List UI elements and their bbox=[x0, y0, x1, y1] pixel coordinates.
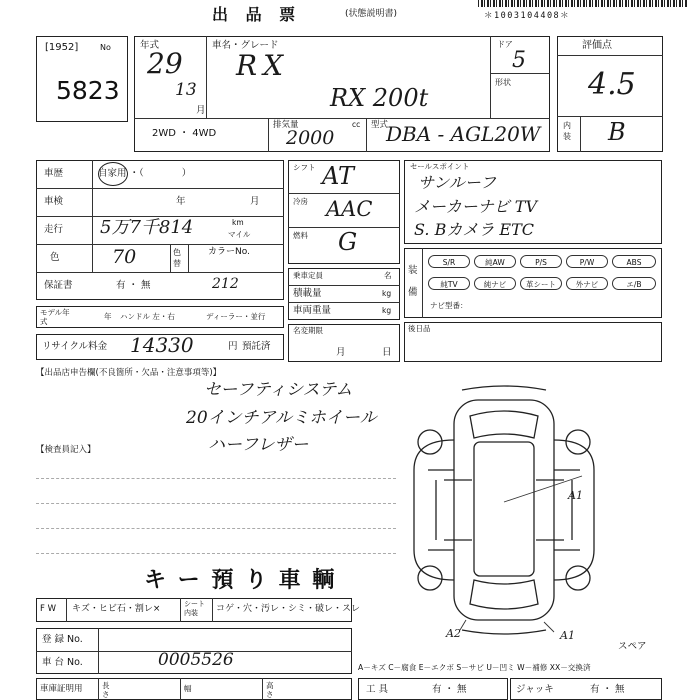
equip-tv: 純TV bbox=[428, 277, 470, 290]
shape-label: 形状 bbox=[495, 78, 511, 87]
month-label: 月 bbox=[196, 105, 206, 116]
equipment-label: 装 備 bbox=[408, 265, 418, 298]
name-change-month: 月 bbox=[336, 347, 346, 358]
km-label: km bbox=[232, 218, 244, 227]
color-no-value: 212 bbox=[212, 276, 239, 292]
equip-pw: P/W bbox=[566, 255, 608, 268]
car-name-value: RX bbox=[236, 49, 290, 82]
spare-label: スペア bbox=[618, 641, 647, 652]
seats-label: 乗車定員 bbox=[293, 271, 323, 280]
barcode bbox=[478, 0, 688, 7]
color-value: 70 bbox=[112, 246, 137, 268]
weight-unit: kg bbox=[382, 306, 392, 315]
garage-cert-height: 高さ bbox=[266, 681, 274, 699]
recycle-deposit: 預託済 bbox=[242, 341, 271, 352]
equip-airbag: エ/B bbox=[612, 277, 656, 290]
sales-points-label: セールスポイント bbox=[410, 162, 470, 171]
equip-ps: P/S bbox=[520, 255, 562, 268]
recycle-value: 14330 bbox=[130, 333, 194, 357]
tools-label: 工 具 bbox=[366, 684, 389, 695]
recycle-unit: 円 bbox=[228, 341, 238, 352]
seat-label: シート内装 bbox=[184, 600, 205, 617]
seller-note-2: 20インチアルミホイール bbox=[186, 408, 377, 428]
inspection-month: 月 bbox=[250, 196, 260, 207]
inspection-label: 車検 bbox=[44, 196, 64, 207]
damage-legend: A－キズ C－腐食 E－エクボ S－サビ U－凹ミ W－補修 XX－交換済 bbox=[358, 663, 591, 672]
shift-label: シフト bbox=[293, 163, 316, 172]
color-change-label: 色替 bbox=[173, 248, 181, 268]
navi-model-label: ナビ型番： bbox=[430, 301, 468, 310]
model-year-label: モデル年式 bbox=[40, 308, 70, 326]
equip-navi: 純ナビ bbox=[474, 277, 516, 290]
color-no-label: カラーNo. bbox=[208, 247, 250, 257]
door-label: ドア bbox=[497, 40, 513, 49]
garage-cert-box bbox=[36, 678, 352, 700]
equip-ext-navi: 外ナビ bbox=[566, 277, 608, 290]
dealer-options: ディーラー・並行 bbox=[206, 312, 266, 321]
equip-sr: S/R bbox=[428, 255, 470, 268]
color-label: 色 bbox=[50, 252, 60, 263]
car-name-label: 車名・グレード bbox=[212, 40, 279, 51]
recycle-label: リサイクル料金 bbox=[42, 341, 108, 352]
jack-value: 有 ・ 無 bbox=[590, 684, 625, 695]
seat-options: コゲ・穴・汚レ・シミ・破レ・スレ bbox=[216, 604, 361, 614]
damage-mark-a1: A1 bbox=[568, 489, 583, 502]
score-value: 4.5 bbox=[588, 67, 636, 102]
damage-mark-a1-rear: A1 bbox=[560, 629, 575, 642]
garage-cert-length: 長さ bbox=[102, 681, 110, 699]
key-notice: キ ー 預 り 車 輌 bbox=[144, 568, 337, 593]
displacement-label: 排気量 bbox=[273, 120, 299, 130]
chassis-label: 車 台 No. bbox=[42, 657, 83, 668]
model-year-unit: 年 bbox=[104, 312, 112, 321]
equip-leather: 革シート bbox=[520, 277, 562, 290]
interior-value: B bbox=[608, 118, 626, 146]
equip-abs: ABS bbox=[612, 255, 656, 268]
lot-year-tag: [1952] bbox=[45, 42, 79, 53]
history-label: 車歴 bbox=[44, 168, 64, 179]
month-value: 13 bbox=[175, 80, 197, 100]
form-title: 出 品 票 bbox=[212, 5, 302, 24]
barcode-number: ＊1003104408＊ bbox=[484, 11, 571, 21]
model-value: DBA - AGL20W bbox=[386, 122, 541, 146]
seller-note-3: ハーフレザー bbox=[208, 435, 309, 455]
tools-value: 有 ・ 無 bbox=[432, 684, 467, 695]
sales-point-1: サンルーフ bbox=[418, 173, 497, 192]
sales-point-2: メーカーナビ TV bbox=[414, 197, 537, 216]
history-value: 自家用 ・（ ） bbox=[98, 168, 192, 179]
fuel-value: G bbox=[338, 228, 358, 256]
damage-mark-a2: A2 bbox=[446, 627, 461, 640]
reg-label: 登 録 No. bbox=[42, 634, 83, 645]
aircon-label: 冷房 bbox=[293, 197, 308, 206]
after-items-label: 後日品 bbox=[408, 324, 431, 333]
seats-unit: 名 bbox=[384, 271, 392, 280]
name-change-day: 日 bbox=[382, 347, 392, 358]
fw-label: F W bbox=[40, 604, 56, 614]
equip-alloy-wheel: 純AW bbox=[474, 255, 516, 268]
inspector-label: 【検査員記入】 bbox=[36, 445, 96, 455]
fw-options: キズ・ヒビ石・割レ× bbox=[72, 604, 161, 614]
after-items-box bbox=[404, 322, 662, 362]
lot-number: 5823 bbox=[56, 76, 120, 105]
displacement-value: 2000 bbox=[286, 127, 335, 149]
history-circle-mark bbox=[98, 162, 128, 186]
inspection-year: 年 bbox=[176, 196, 186, 207]
mile-label: マイル bbox=[228, 230, 251, 239]
garage-cert-label: 車庫証明用 bbox=[40, 684, 83, 694]
weight-label: 車両重量 bbox=[293, 305, 332, 316]
sales-point-3: S. Bカメラ ETC bbox=[414, 220, 535, 239]
chassis-value: 0005526 bbox=[158, 650, 234, 670]
car-damage-diagram bbox=[404, 380, 604, 640]
fuel-label: 燃料 bbox=[293, 231, 308, 240]
form-subtitle: (状態説明書) bbox=[345, 9, 398, 19]
warranty-value: 有 ・ 無 bbox=[116, 280, 151, 291]
name-change-label: 名変期限 bbox=[293, 326, 323, 335]
load-label: 積載量 bbox=[293, 288, 322, 299]
mileage-label: 走行 bbox=[44, 224, 64, 235]
lot-no-label: No bbox=[100, 43, 111, 52]
year-value: 29 bbox=[147, 47, 183, 80]
score-label: 評価点 bbox=[582, 40, 612, 51]
handle-options: ハンドル 左・右 bbox=[120, 312, 175, 321]
seller-note-1: セーフティシステム bbox=[204, 380, 353, 400]
seller-notes-label: 【出品店申告欄(不良箇所・欠品・注意事項等)】 bbox=[36, 368, 222, 378]
year-label: 年式 bbox=[140, 40, 160, 51]
interior-label: 内装 bbox=[563, 121, 571, 141]
warranty-label: 保証書 bbox=[44, 280, 73, 291]
garage-cert-width: 幅 bbox=[184, 684, 192, 693]
load-unit: kg bbox=[382, 289, 392, 298]
aircon-value: AAC bbox=[326, 197, 373, 221]
shift-value: AT bbox=[322, 162, 355, 190]
door-value: 5 bbox=[512, 48, 526, 73]
model-label: 型式 bbox=[371, 120, 389, 130]
jack-label: ジャッキ bbox=[516, 684, 554, 695]
grade-value: RX 200t bbox=[330, 84, 429, 112]
cc-label: cc bbox=[352, 120, 361, 129]
mileage-value: 5万7千814 bbox=[100, 217, 194, 238]
drive-label: 2WD ・ 4WD bbox=[152, 128, 217, 139]
